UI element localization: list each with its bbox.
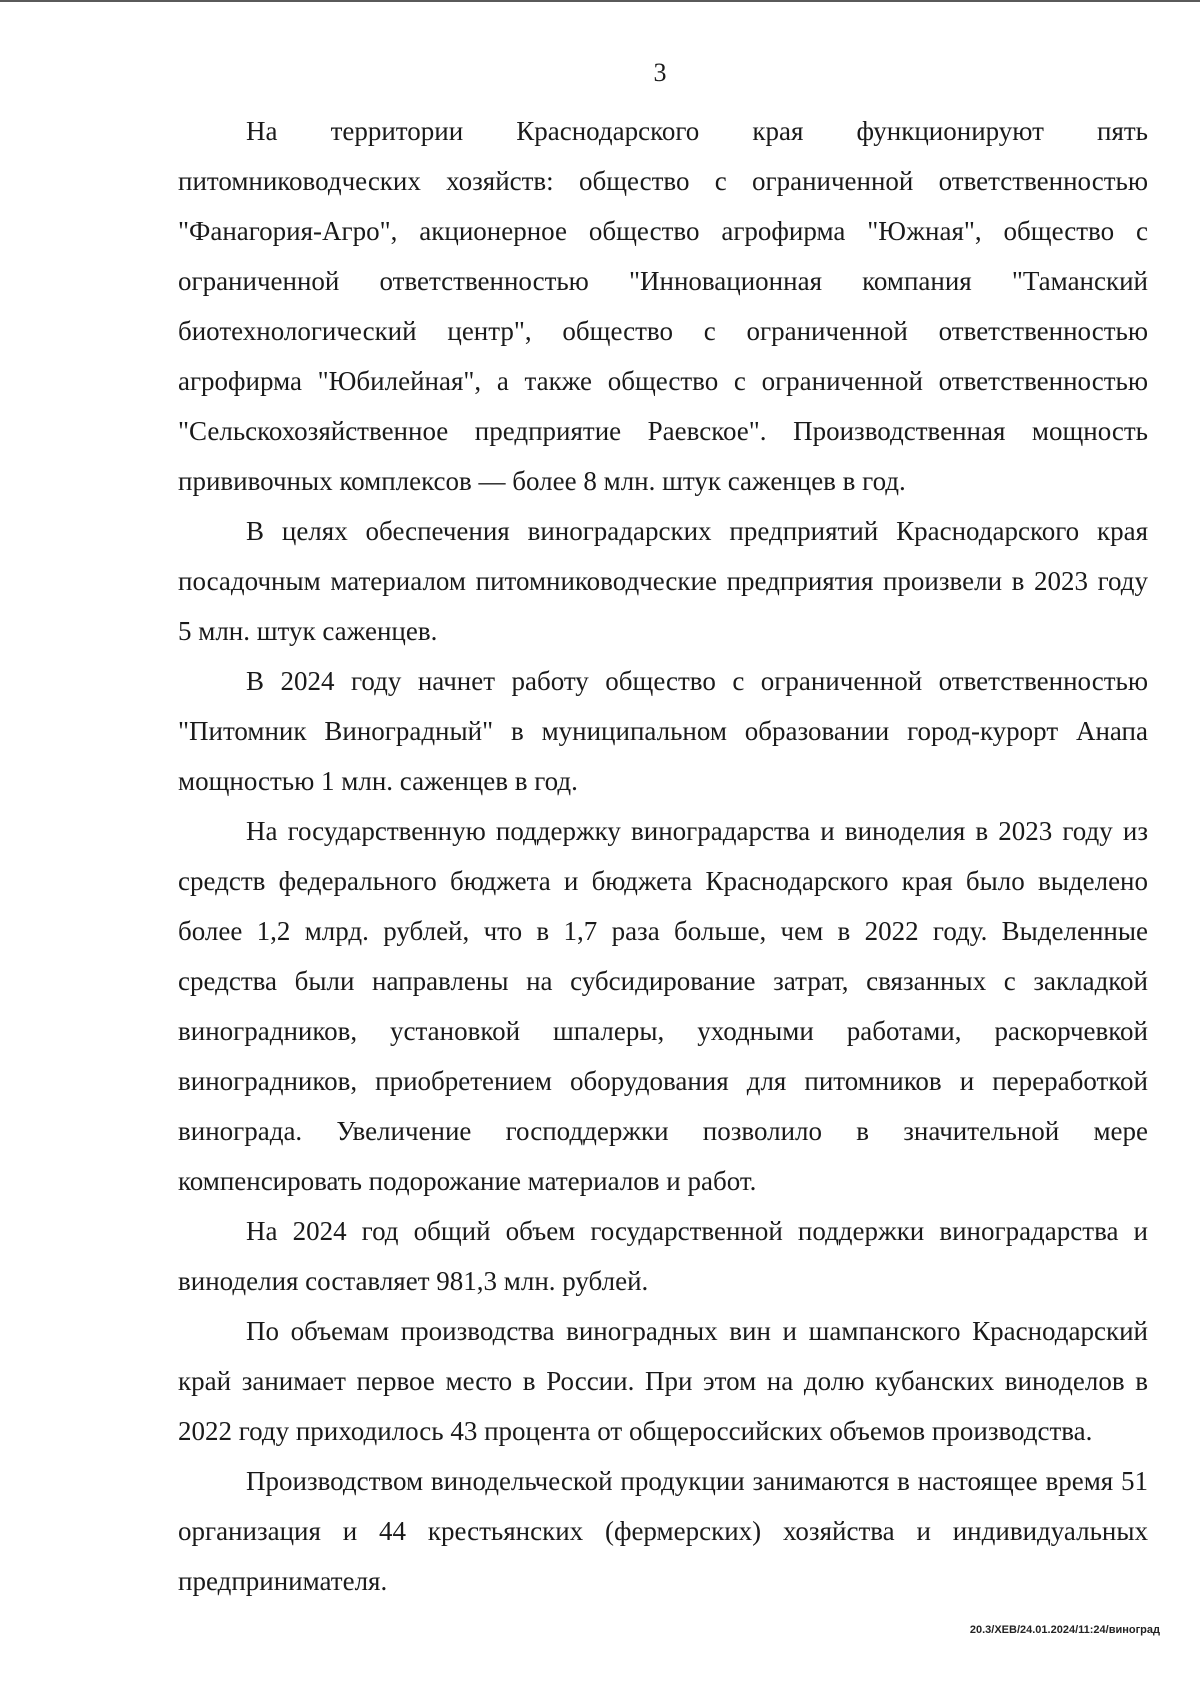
paragraph-wine-producers: Производством винодельческой продукции занимаются в настоящее время 51 организация и 44 крестьянских (фермерских) хозяйства и индивидуальных предпринимателя. [178,1466,1148,1596]
document-body [178,106,1148,1606]
paragraph-state-support-2024: На 2024 год общий объем государственной поддержки виноградарства и виноделия составляет 981,3 млн. рублей. [178,1216,1148,1296]
paragraph-new-nursery: В 2024 году начнет работу общество с ограниченной ответственностью "Питомник Виноградный" в муниципальном образовании город-курорт Анапа мощностью 1 млн. саженцев в год. [178,666,1148,796]
paragraph-nurseries: На территории Краснодарского края функционируют пять питомниководческих хозяйств: общество с ограниченной ответственностью "Фанагория-Агро", акционерное общество агрофирма "Южная", общество с ограниченной ответственностью "Инновационная компания "Таманский биотехнологический центр", общество с ограниченной ответственностью агрофирма "Юбилейная", а также общество с ограниченной ответственностью "Сельскохозяйственное предприятие Раевское". Производственная мощность прививочных комплексов — более 8 млн. штук саженцев в год. [178,116,1148,496]
paragraph-planting-material: В целях обеспечения виноградарских предприятий Краснодарского края посадочным материалом питомниководческие предприятия произвели в 2023 году 5 млн. штук саженцев. [178,516,1148,646]
page-number: 3 [653,58,667,87]
paragraph-production-volume: По объемам производства виноградных вин и шампанского Краснодарский край занимает первое место в России. При этом на долю кубанских виноделов в 2022 году приходилось 43 процента от общероссийских объемов производства. [178,1316,1148,1446]
top-border-line [0,0,1200,2]
document-reference-code: 20.3/ХЕВ/24.01.2024/11:24/виноград [969,1624,1160,1636]
paragraph-state-support-2023: На государственную поддержку виноградарства и виноделия в 2023 году из средств федерального бюджета и бюджета Краснодарского края было выделено более 1,2 млрд. рублей, что в 1,7 раза больше, чем в 2022 году. Выделенные средства были направлены на субсидирование затрат, связанных с закладкой виноградников, установкой шпалеры, уходными работами, раскорчевкой виноградников, приобретением оборудования для питомников и переработкой винограда. Увеличение господдержки позволило в значительной мере компенсировать подорожание материалов и работ. [178,816,1148,1196]
